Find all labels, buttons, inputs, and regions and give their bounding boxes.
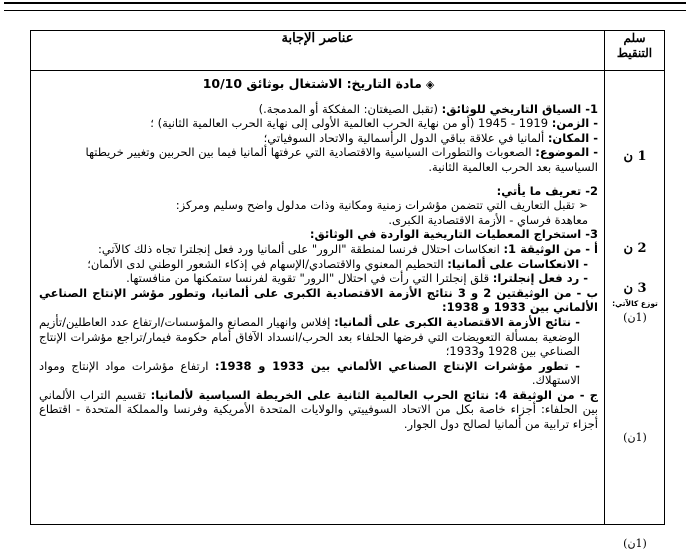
exam-title: ◈مادة التاريخ: الاشتغال بوثائق 10/10 <box>202 76 435 91</box>
section1-heading: 1- السياق التاريخي للوثائق: (تقبل الصيغتان: المفككة أو المدمجة.) <box>258 101 598 116</box>
section3-c: ج - من الوثيقة 4: نتائج الحرب العالمية الثانية على الخريطة السياسية لألمانيا: تقسيم التراب الألماني بين الحلفاء: أجزاء خاصة بكل من الاتحاد السوفييتي والولايات المتحدة الأمريكية وفرنسا والمملكة المتحدة - اقتطاع أجزاء ترابية من ألمانيا لصالح دول الجوار. <box>39 387 598 432</box>
answer-content <box>31 71 604 432</box>
score-distribution-note: توزع كالآتي: <box>612 299 658 308</box>
section3-a-bullet2: - رد فعل إنجلترا: قلق إنجلترا التي رأت في احتلال "الرور" تقوية لفرنسا ستمكنها من منافستها. <box>126 271 588 286</box>
score-part-a: (1ن) <box>623 311 647 324</box>
score-column <box>605 71 665 550</box>
section2-line2: معاهدة فرساي - الأزمة الاقتصادية الكبرى. <box>388 212 588 227</box>
section3-b-bullet2: - تطور مؤشرات الإنتاج الصناعي الألماني بين 1933 و 1938: ارتفاع مؤشرات مواد الإنتاج ومواد الاستهلاك. <box>39 358 581 388</box>
section1-topic: - الموضوع: الصعوبات والتطورات السياسية والاقتصادية التي عرفتها ألمانيا فيما بين الحربين وتغيير خريطتها السياسية بعد الحرب العالمية الثانية. <box>85 145 598 174</box>
arrow-bullet-icon: ➢ <box>574 198 588 213</box>
score-section1: 1 ن <box>623 149 647 164</box>
section2-heading: 2- تعريف ما يأتي: <box>496 183 598 198</box>
answer-table <box>30 30 665 550</box>
score-part-c: (1ن) <box>623 537 647 550</box>
score-section3: 3 ن <box>623 281 647 296</box>
score-column-header: سلم التنقيط <box>605 31 665 71</box>
score-section2: 2 ن <box>623 241 647 256</box>
section3-a: أ - من الوثيقة 1: انعكاسات احتلال فرنسا لمنطقة "الرور" على ألمانيا ورد فعل إنجلترا تجاه ذلك كالآتي: <box>98 241 598 256</box>
score-part-b: (1ن) <box>623 431 647 444</box>
top-border <box>0 0 690 20</box>
answer-content-cell <box>31 71 605 525</box>
section3-b-bullet1: - نتائج الأزمة الاقتصادية الكبرى على ألمانيا: إفلاس وانهيار المصانع والمؤسسات/ارتفاع عدد العاطلين/تأزيم الوضعية بمسألة التعويضات التي فرضها الحلفاء بعد الحرب/انسداد الآفاق أمام حكومة فيمار/تراجع مؤشرات الإنتاج الصناعي بين 1928 و1933؛ <box>39 314 581 359</box>
section1-time: - الزمن: 1919 - 1945 (أو من نهاية الحرب العالمية الأولى إلى نهاية الحرب العالمية الثانية) ؛ <box>150 116 598 131</box>
diamond-bullet-icon: ◈ <box>425 78 435 91</box>
section3-a-bullet1: - الانعكاسات على ألمانيا: التحطيم المعنوي والاقتصادي/الإسهام في إذكاء الشعور الوطني لدى الألمان؛ <box>87 256 588 271</box>
section1-place: - المكان: ألمانيا في علاقة بباقي الدول الرأسمالية والاتحاد السوفياتي؛ <box>263 130 598 145</box>
answer-column-header: عناصر الإجابة <box>31 31 605 71</box>
section2-line1: ➢ تقبل التعاريف التي تتضمن مؤشرات زمنية ومكانية وذات مدلول واضح وسليم ومركز: <box>175 198 588 213</box>
section3-b: ب - من الوثيقتين 2 و 3 نتائج الأزمة الاقتصادية الكبرى على ألمانيا، وتطور مؤشر الإنتاج الصناعي الألماني بين 1933 و 1938: <box>39 285 599 315</box>
section3-heading: 3- استخراج المعطيات التاريخية الواردة في الوثائق: <box>309 227 598 242</box>
